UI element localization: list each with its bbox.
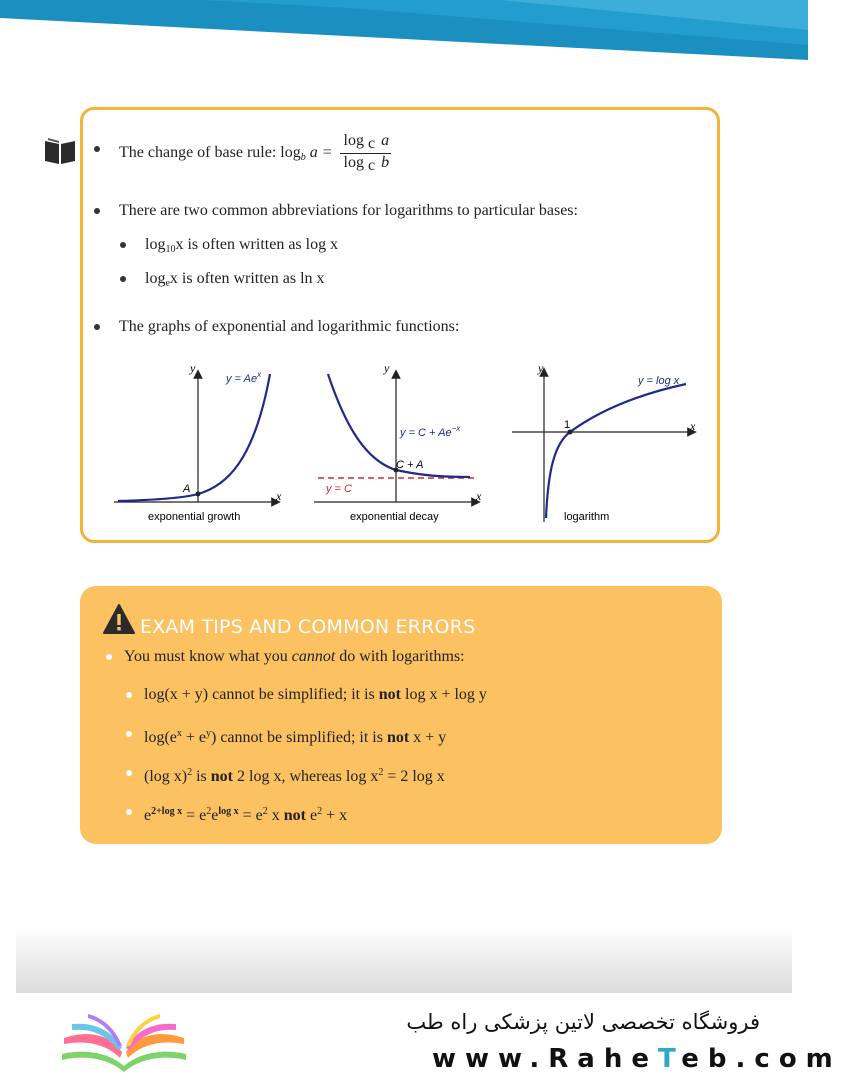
- bullet: [126, 770, 132, 776]
- asymptote-label: y = C: [326, 483, 352, 495]
- website-url[interactable]: www.RaheTeb.com: [432, 1044, 842, 1074]
- bullet: [106, 654, 112, 660]
- exam-tips-title: EXAM TIPS AND COMMON ERRORS: [140, 616, 476, 638]
- growth-equation: $y = Ae^x$: [226, 370, 262, 385]
- abbreviation-log10: $\log_{10}x$ is often written as log x: [145, 236, 339, 255]
- intercept-label: 1: [564, 419, 571, 431]
- exam-tip-4: $e^{2+log x} = e^2e^{log x} = e^2$ x not $e^2 + x$: [144, 806, 348, 824]
- change-of-base-fraction: $\frac{\text{log c a}}{\text{log c b}}$: [340, 132, 392, 175]
- decay-caption: exponential decay: [350, 511, 439, 523]
- exam-tip-3: (log x)$^2$ is not 2 log x, whereas $\log x^2 = 2$ log x: [144, 767, 445, 785]
- log-caption: logarithm: [564, 511, 610, 523]
- warning-icon: [102, 603, 136, 635]
- bullet: [120, 242, 126, 248]
- x-axis-label: x: [476, 489, 482, 503]
- graphs-intro: The graphs of exponential and logarithmic functions:: [119, 318, 460, 335]
- book-logo-icon: [58, 1008, 190, 1076]
- bullet: [120, 276, 126, 282]
- point-label: C + A: [396, 459, 424, 471]
- abbreviations-intro: There are two common abbreviations for logarithms to particular bases:: [119, 202, 578, 219]
- exponential-growth-graph: [114, 362, 290, 528]
- x-axis-label: x: [690, 419, 696, 433]
- bullet: [94, 146, 100, 152]
- log-equation: y = log x: [638, 375, 680, 387]
- y-axis-label: y: [384, 361, 390, 375]
- point-label: A: [183, 483, 191, 495]
- bullet: [126, 731, 132, 737]
- bullet: [94, 208, 100, 214]
- exam-tip-2: $\log(e^x + e^y)$ cannot be simplified; it is not x + y: [144, 728, 447, 746]
- abbreviation-ln: $\log_ex$ is often written as ln x: [145, 270, 325, 289]
- top-banner: [0, 0, 808, 60]
- growth-caption: exponential growth: [148, 511, 241, 523]
- decay-equation: $y = C + Ae^{-x}$: [400, 424, 461, 439]
- exponential-decay-graph: [314, 362, 490, 528]
- footer-shade: [16, 925, 792, 993]
- bullet: [94, 324, 100, 330]
- y-axis-label: y: [538, 361, 544, 375]
- bullet: [126, 692, 132, 698]
- bullet: [126, 809, 132, 815]
- logarithm-graph: [510, 362, 700, 528]
- y-axis-label: y: [190, 361, 196, 375]
- x-axis-label: x: [276, 489, 282, 503]
- exam-intro: You must know what you cannot do with logarithms:: [124, 648, 465, 665]
- shop-name: فروشگاه تخصصی لاتین پزشکی راه طب: [406, 1010, 760, 1034]
- book-icon: [44, 137, 76, 165]
- change-of-base-rule: The change of base rule: $\log_b a$ = $\frac{\text{log c a}}{\text{log c b}}$: [119, 132, 390, 174]
- exam-tip-1: log(x + y) cannot be simplified; it is not log x + log y: [144, 686, 487, 703]
